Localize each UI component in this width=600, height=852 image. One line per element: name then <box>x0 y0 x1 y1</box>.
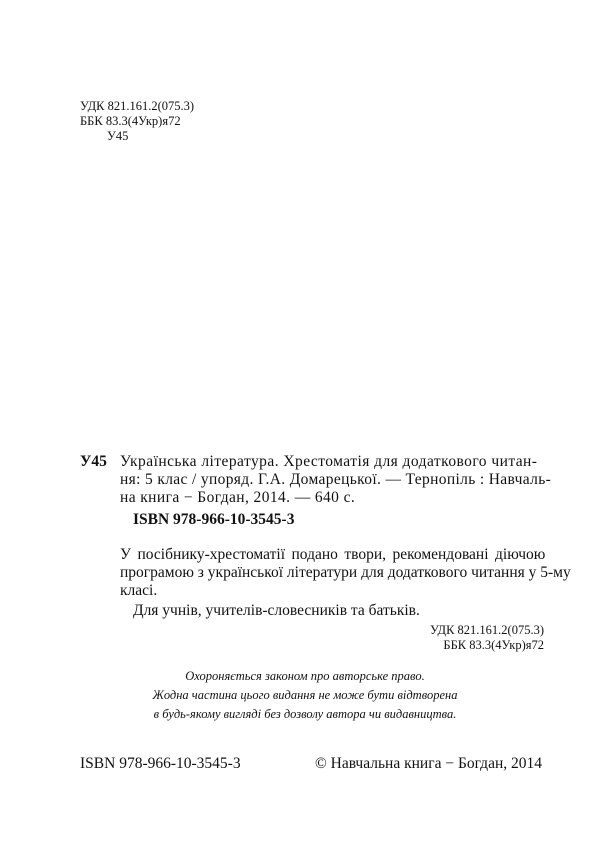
header-code: У45 <box>107 129 129 143</box>
entry-line-2: ня: 5 клас / упоряд. Г.А. Домарецької. — Тернопіль : Навчаль- <box>120 471 552 488</box>
entry-line-1: Українська література. Хрестоматія для додаткового читан- <box>120 453 538 470</box>
entry-isbn: ISBN 978-966-10-3545-3 <box>133 511 295 528</box>
entry-code: У45 <box>80 453 107 470</box>
copyright-notice-line-1: Охороняється законом про авторське право. <box>185 669 425 683</box>
annotation-line-1: У посібнику-хрестоматії подано твори, рекомендовані діючою <box>120 546 546 563</box>
footer-copyright: © Навчальна книга − Богдан, 2014 <box>314 755 542 772</box>
annotation-audience: Для учнів, учителів-словесників та батьків. <box>133 602 420 619</box>
header-bbk: ББК 83.3(4Укр)я72 <box>80 114 181 128</box>
classification-udk: УДК 821.161.2(075.3) <box>429 623 544 637</box>
header-udk: УДК 821.161.2(075.3) <box>80 99 195 113</box>
entry-line-3: на книга − Богдан, 2014. — 640 с. <box>120 489 356 506</box>
annotation-line-3: класі. <box>120 582 158 599</box>
footer-isbn: ISBN 978-966-10-3545-3 <box>80 755 241 772</box>
copyright-notice-line-3: в будь-якому вигляді без дозволу автора чи видавництва. <box>153 707 457 721</box>
annotation-line-2: програмою з української літератури для додаткового читання у 5-му <box>120 564 571 581</box>
classification-bbk: ББК 83.3(4Укр)я72 <box>443 638 544 652</box>
copyright-notice-line-2: Жодна частина цього видання не може бути відтворена <box>152 688 458 702</box>
